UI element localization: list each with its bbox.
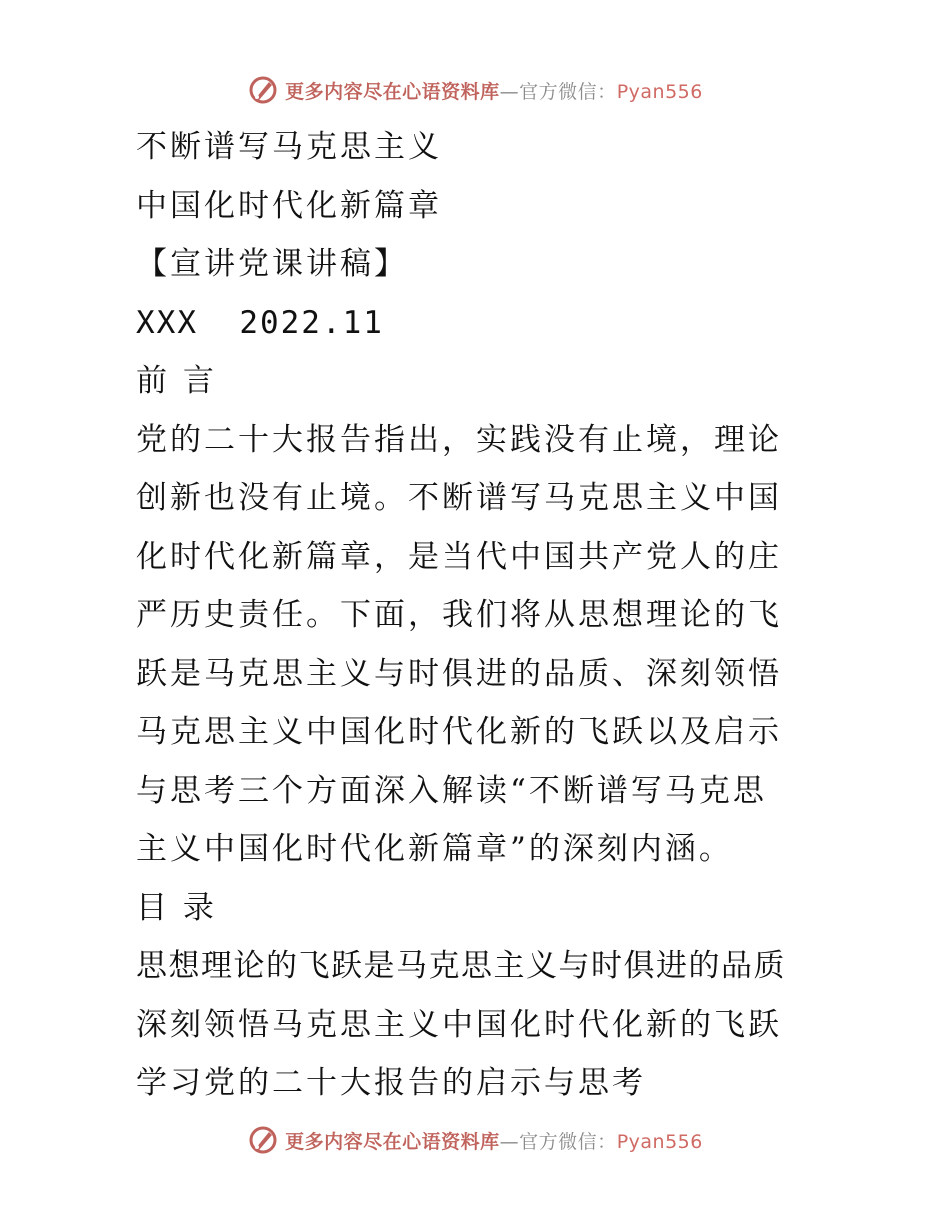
watermark-label: 官方微信： <box>519 1130 617 1153</box>
watermark-id: Pyan556 <box>616 80 703 103</box>
byline: XXX 2022.11 <box>136 304 384 341</box>
preface-line: 严历史责任。下面，我们将从思想理论的飞 <box>136 597 782 633</box>
preface-line: 与思考三个方面深入解读“不断谱写马克思 <box>136 772 767 809</box>
toc-item: 深刻领悟马克思主义中国化时代化新的飞跃 <box>136 1006 782 1043</box>
preface-heading: 前 言 <box>136 363 217 399</box>
pen-seal-logo-icon <box>247 74 279 106</box>
preface-line: 主义中国化时代化新篇章”的深刻内涵。 <box>136 831 733 867</box>
preface-line: 马克思主义中国化时代化新的飞跃以及启示 <box>136 714 782 750</box>
watermark-separator: — <box>499 1130 520 1153</box>
watermark-text <box>285 1127 703 1154</box>
watermark-banner-top <box>0 70 950 110</box>
preface-line: 党的二十大报告指出，实践没有止境，理论 <box>136 421 782 458</box>
toc-heading: 目 录 <box>136 889 217 926</box>
preface-line: 创新也没有止境。不断谱写马克思主义中国 <box>136 480 782 516</box>
watermark-banner-bottom <box>0 1120 950 1160</box>
watermark-brand: 更多内容尽在心语资料库 <box>285 1130 500 1153</box>
watermark-label: 官方微信： <box>519 80 617 103</box>
title-line-2: 中国化时代化新篇章 <box>136 187 442 224</box>
document-body <box>136 118 856 1113</box>
toc-item: 思想理论的飞跃是马克思主义与时俱进的品质 <box>136 948 786 984</box>
watermark-separator: — <box>499 80 520 103</box>
watermark-text <box>285 77 703 104</box>
toc-item: 学习党的二十大报告的启示与思考 <box>136 1065 646 1101</box>
watermark-id: Pyan556 <box>616 1130 703 1153</box>
subtitle: 【宣讲党课讲稿】 <box>136 246 408 282</box>
preface-line: 跃是马克思主义与时俱进的品质、深刻领悟 <box>136 655 782 692</box>
title-line-1: 不断谱写马克思主义 <box>136 129 442 165</box>
watermark-brand: 更多内容尽在心语资料库 <box>285 80 500 103</box>
preface-line: 化时代化新篇章，是当代中国共产党人的庄 <box>136 538 782 575</box>
pen-seal-logo-icon <box>247 1124 279 1156</box>
